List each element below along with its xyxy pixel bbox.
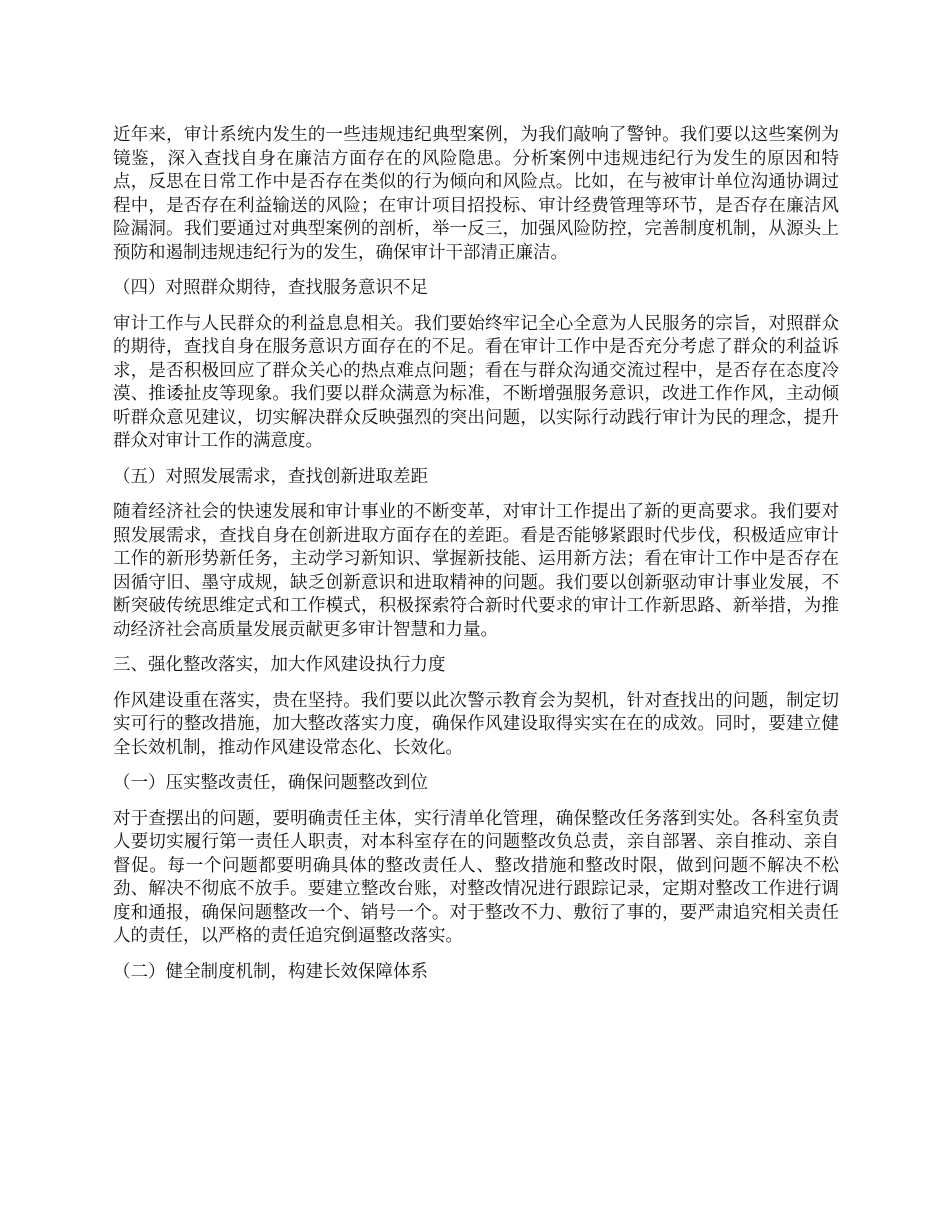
document-page bbox=[113, 124, 839, 996]
paragraph-responsibility: 对于查摆出的问题，要明确责任主体，实行清单化管理，确保整改任务落到实处。各科室负责人要切实履行第一责任人职责，对本科室存在的问题整改负总责，亲自部署、亲自推动、亲自督促。每一个问题都要明确具体的整改责任人、整改措施和整改时限，做到问题不解决不松劲、解决不彻底不放手。要建立整改台账，对整改情况进行跟踪记录，定期对整改工作进行调度和通报，确保问题整改一个、销号一个。对于整改不力、敷衍了事的，要严肃追究相关责任人的责任，以严格的责任追究倒逼整改落实。 bbox=[113, 808, 839, 946]
heading-subsection-one: （一）压实整改责任，确保问题整改到位 bbox=[113, 773, 428, 793]
heading-subsection-two: （二）健全制度机制，构建长效保障体系 bbox=[113, 961, 428, 982]
paragraph-implementation: 作风建设重在落实，贵在坚持。我们要以此次警示教育会为契机，针对查找出的问题，制定切实可行的整改措施，加大整改落实力度，确保作风建设取得实实在在的成效。同时，要建立健全长效机制，推动作风建设常态化、长效化。 bbox=[113, 690, 839, 758]
heading-section-four: （四）对照群众期待，查找服务意识不足 bbox=[113, 278, 428, 298]
heading-section-five: （五）对照发展需求，查找创新进取差距 bbox=[113, 466, 428, 487]
heading-part-three: 三、强化整改落实，加大作风建设执行力度 bbox=[113, 655, 446, 675]
paragraph-service-awareness: 审计工作与人民群众的利益息息相关。我们要始终牢记全心全意为人民服务的宗旨，对照群众的期待，查找自身在服务意识方面存在的不足。看在审计工作中是否充分考虑了群众的利益诉求，是否积极回应了群众关心的热点难点问题；看在与群众沟通交流过程中，是否存在态度冷漠、推诿扯皮等现象。我们要以群众满意为标准，不断增强服务意识，改进工作作风，主动倾听群众意见建议，切实解决群众反映强烈的突出问题，以实际行动践行审计为民的理念，提升群众对审计工作的满意度。 bbox=[113, 313, 839, 451]
paragraph-innovation: 随着经济社会的快速发展和审计事业的不断变革，对审计工作提出了新的更高要求。我们要对照发展需求，查找自身在创新进取方面存在的差距。看是否能够紧跟时代步伐，积极适应审计工作的新形势新任务，主动学习新知识、掌握新技能、运用新方法；看在审计工作中是否存在因循守旧、墨守成规，缺乏创新意识和进取精神的问题。我们要以创新驱动审计事业发展，不断突破传统思维定式和工作模式，积极探索符合新时代要求的审计工作新思路、新举措，为推动经济社会高质量发展贡献更多审计智慧和力量。 bbox=[113, 502, 839, 640]
paragraph-typical-cases: 近年来，审计系统内发生的一些违规违纪典型案例，为我们敲响了警钟。我们要以这些案例为镜鉴，深入查找自身在廉洁方面存在的风险隐患。分析案例中违规违纪行为发生的原因和特点，反思在日常工作中是否存在类似的行为倾向和风险点。比如，在与被审计单位沟通协调过程中，是否存在利益输送的风险；在审计项目招投标、审计经费管理等环节，是否存在廉洁风险漏洞。我们要通过对典型案例的剖析，举一反三，加强风险防控，完善制度机制，从源头上预防和遏制违规违纪行为的发生，确保审计干部清正廉洁。 bbox=[113, 125, 839, 263]
